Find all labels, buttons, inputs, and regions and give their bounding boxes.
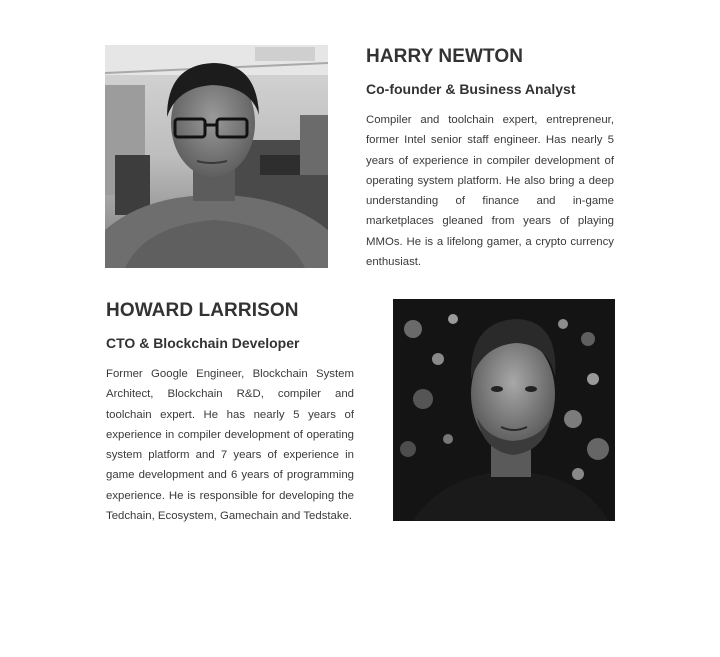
member-name: HARRY NEWTON [366, 46, 524, 67]
member-role: Co-founder & Business Analyst [366, 81, 576, 97]
howard-larrison-photo [393, 299, 615, 521]
member-profile-howard [106, 298, 354, 526]
member-role: CTO & Blockchain Developer [106, 335, 300, 351]
member-name: HOWARD LARRISON [106, 300, 299, 321]
portrait-photo-icon [105, 45, 328, 268]
member-bio: Former Google Engineer, Blockchain System Architect, Blockchain R&D, compiler and toolchain expert. He has nearly 5 years of experience in compiler development of operating system platform and 7 years of experience in game development and 6 years of programming experience. He is responsible for developing the Tedchain, Ecosystem, Gamechain and Tedstake. [106, 368, 354, 523]
member-bio: Compiler and toolchain expert, entrepreneur, former Intel senior staff engineer. Has nearly 5 years of experience in compiler development of operating system platform. He also bring a deep understanding of finance and in-game marketplaces gleaned from years of playing MMOs. He is a lifelong gamer, a crypto currency enthusiast. [366, 114, 614, 269]
harry-newton-photo [105, 45, 328, 268]
portrait-photo-icon [393, 299, 615, 521]
member-profile-harry [366, 44, 614, 272]
